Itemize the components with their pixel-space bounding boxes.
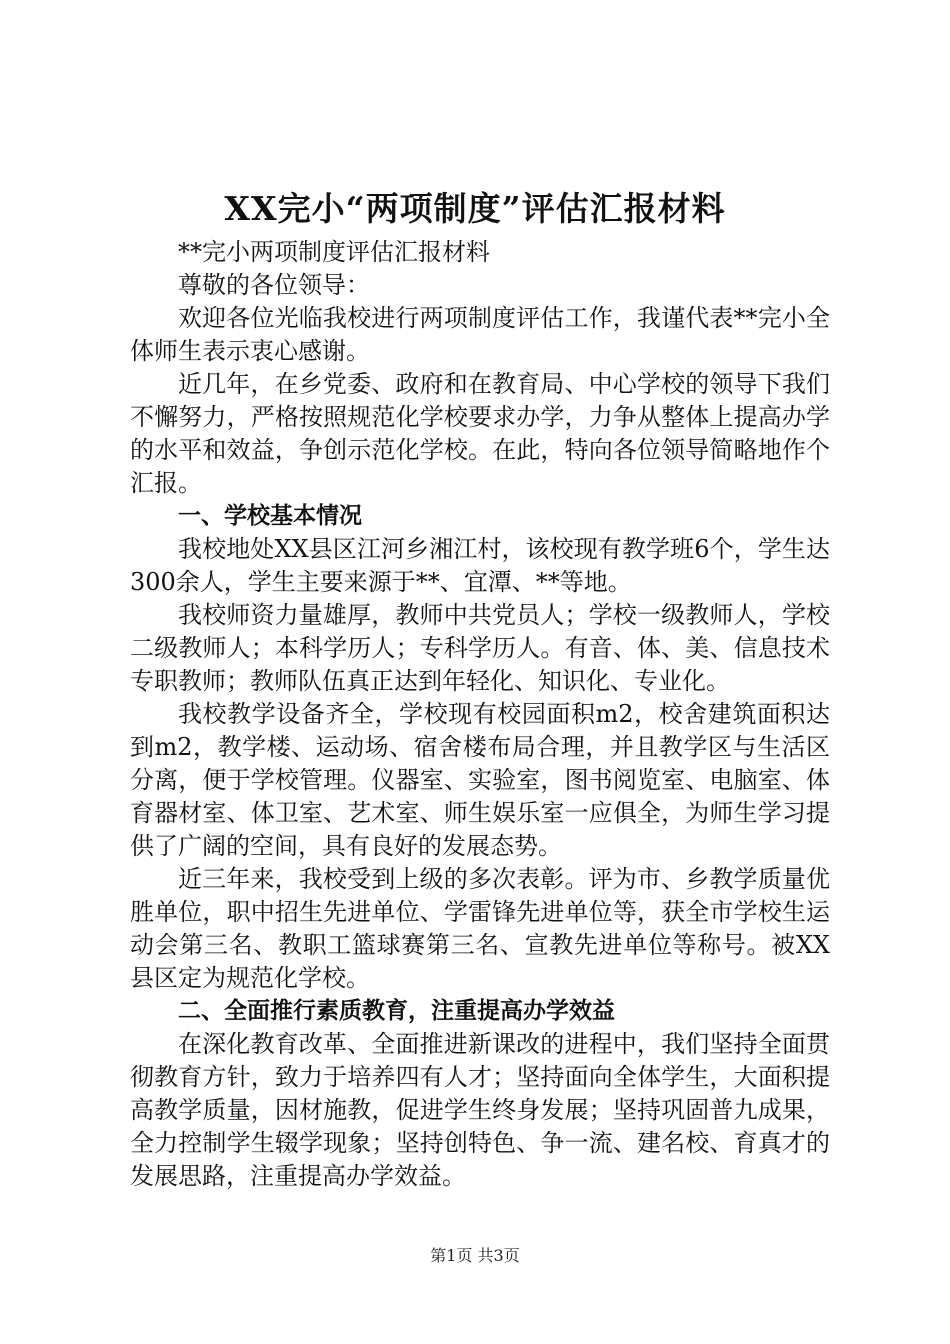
document-body xyxy=(130,236,830,1193)
paragraph-facilities: 我校教学设备齐全，学校现有校园面积m2，校舍建筑面积达到m2，教学楼、运动场、宿舍楼布局合理，并且教学区与生活区分离，便于学校管理。仪器室、实验室，图书阅览室、电脑室、体育器材室、体卫室、艺术室、师生娱乐室一应俱全，为师生学习提供了广阔的空间，具有良好的发展态势。 xyxy=(130,700,830,860)
page-number-footer: 第1页 共3页 xyxy=(430,1246,520,1265)
section-heading-2: 二、全面推行素质教育，注重提高办学效益 xyxy=(178,998,615,1024)
paragraph-quality-education: 在深化教育改革、全面推进新课改的进程中，我们坚持全面贯彻教育方针，致力于培养四有人才；坚持面向全体学生，大面积提高教学质量，因材施教，促进学生终身发展；坚持巩固普九成果，全力控制学生辍学现象；坚持创特色、争一流、建名校、育真才的发展思路，注重提高办学效益。 xyxy=(130,1030,830,1190)
paragraph-teachers: 我校师资力量雄厚，教师中共党员人；学校一级教师人，学校二级教师人；本科学历人；专科学历人。有音、体、美、信息技术专职教师；教师队伍真正达到年轻化、知识化、专业化。 xyxy=(130,601,830,695)
salutation: 尊敬的各位领导： xyxy=(178,271,370,299)
paragraph-location: 我校地处XX县区江河乡湘江村，该校现有教学班6个，学生达300余人，学生主要来源于**、宜潭、**等地。 xyxy=(130,535,830,596)
subtitle-line: **完小两项制度评估汇报材料 xyxy=(178,238,490,266)
document-title: XX完小“两项制度”评估汇报材料 xyxy=(224,189,726,228)
section-heading-1: 一、学校基本情况 xyxy=(178,503,362,529)
paragraph-welcome: 欢迎各位光临我校进行两项制度评估工作，我谨代表**完小全体师生表示衷心感谢。 xyxy=(130,304,830,365)
paragraph-intro: 近几年，在乡党委、政府和在教育局、中心学校的领导下我们不懈努力，严格按照规范化学校要求办学，力争从整体上提高办学的水平和效益，争创示范化学校。在此，特向各位领导简略地作个汇报。 xyxy=(130,370,830,497)
paragraph-honors: 近三年来，我校受到上级的多次表彰。评为市、乡教学质量优胜单位，职中招生先进单位、学雷锋先进单位等，获全市学校生运动会第三名、教职工篮球赛第三名、宣教先进单位等称号。被XX县区定为规范化学校。 xyxy=(130,865,830,992)
